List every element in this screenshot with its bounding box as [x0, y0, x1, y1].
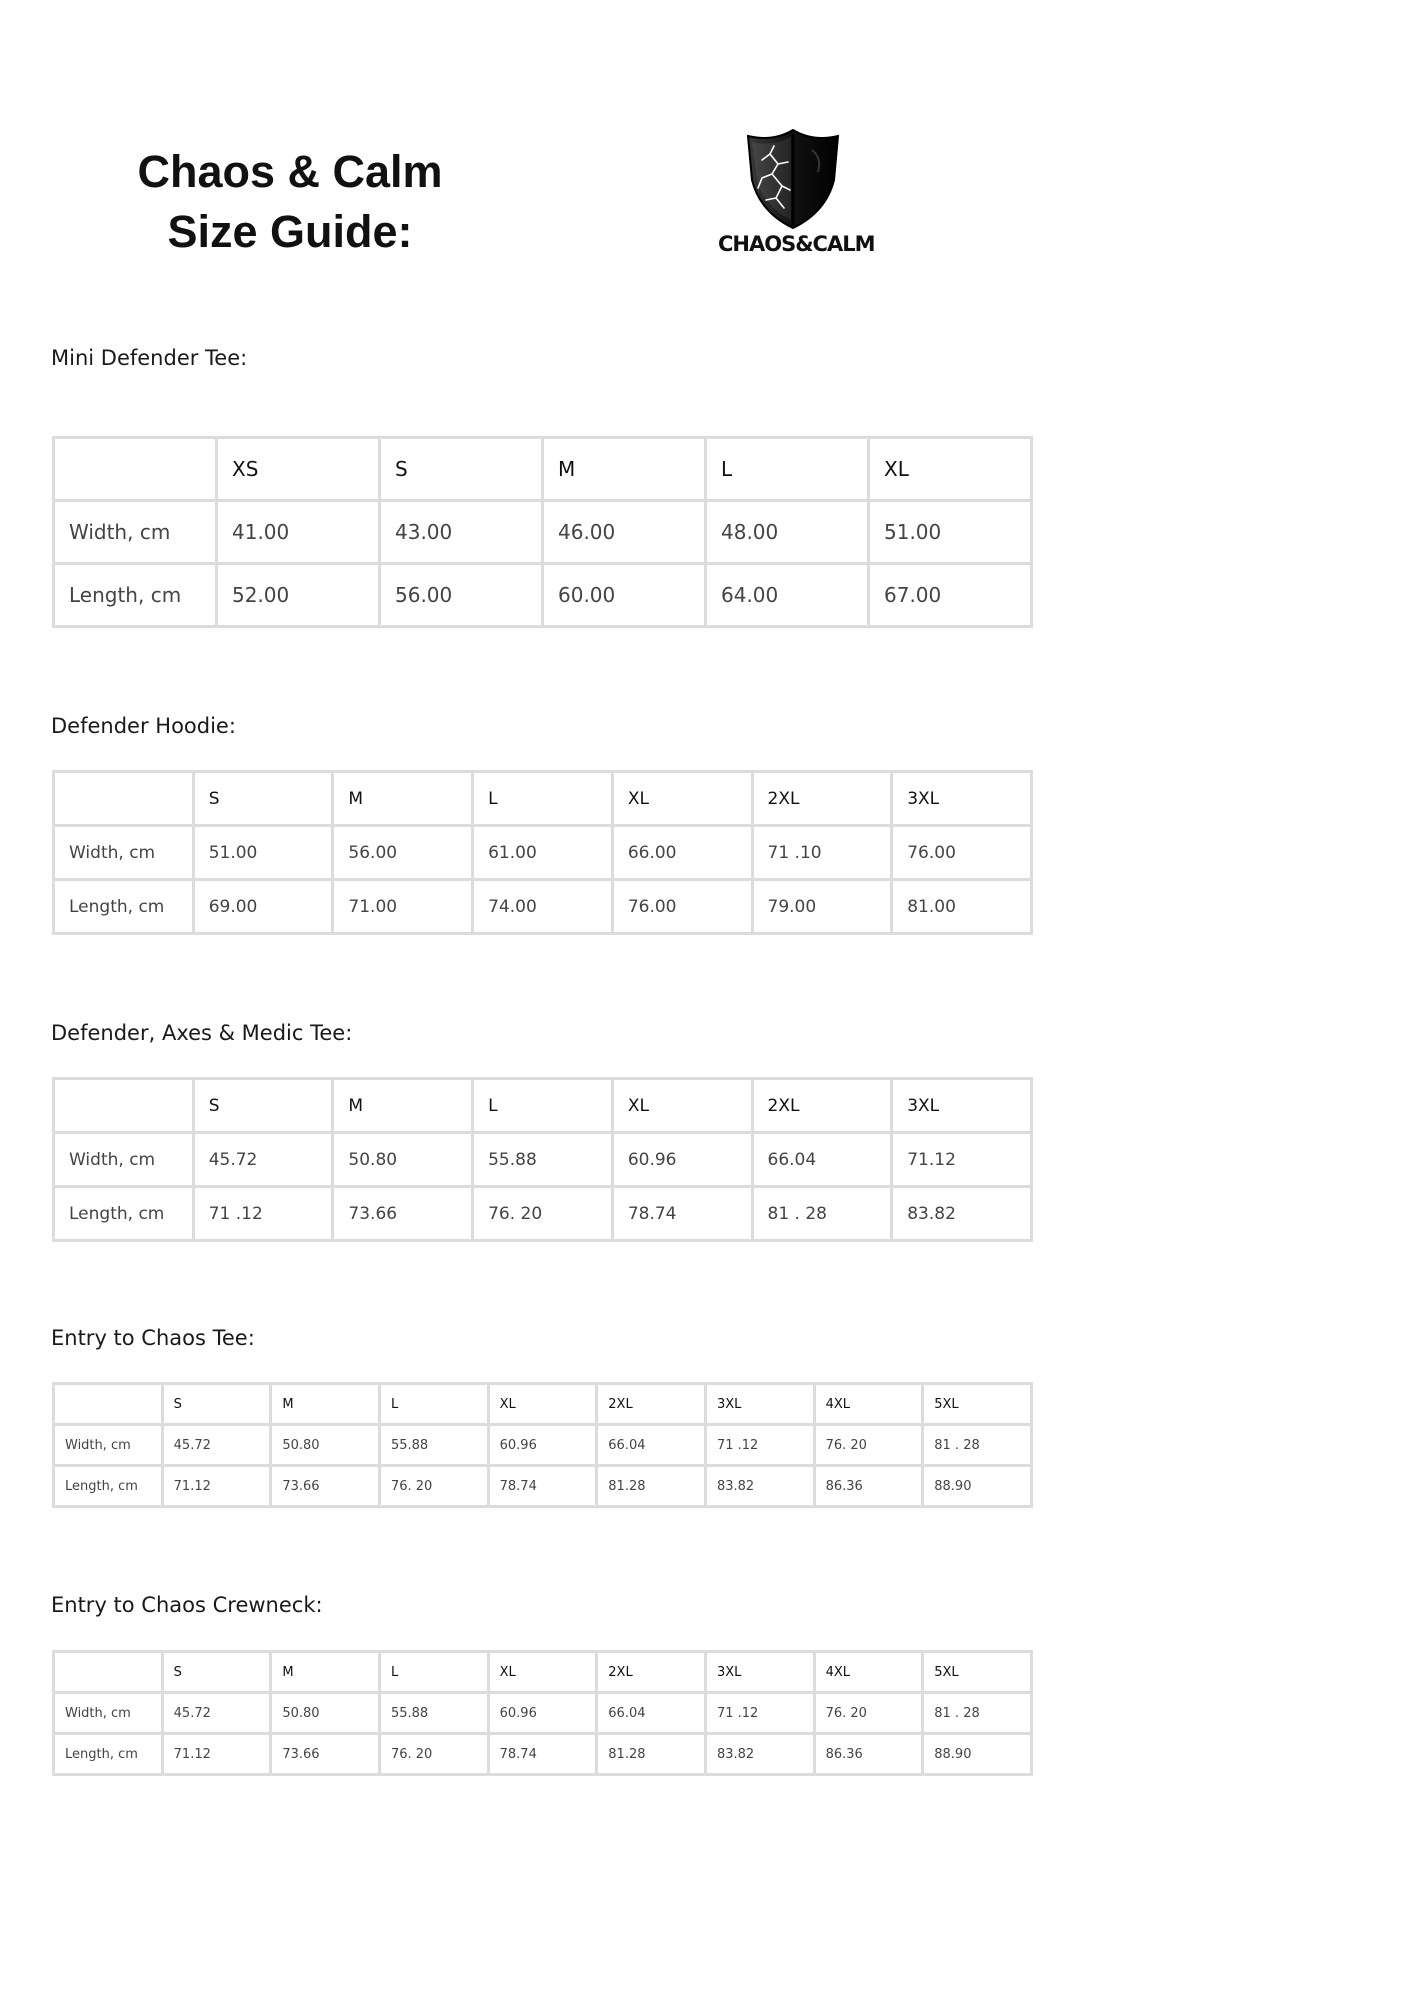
table-corner-cell: [54, 1652, 163, 1693]
table-cell: 46.00: [543, 501, 706, 564]
table-header-row: [54, 1079, 1032, 1133]
table-cell: 76.00: [612, 880, 752, 934]
table-cell: 41.00: [217, 501, 380, 564]
row-label: Length, cm: [54, 564, 217, 627]
section-heading-entry-to-chaos-tee: Entry to Chaos Tee:: [51, 1326, 255, 1350]
table-cell: 55.88: [473, 1133, 613, 1187]
table-cell: 79.00: [752, 880, 892, 934]
size-header: M: [271, 1384, 380, 1425]
size-header: 5XL: [923, 1652, 1032, 1693]
shield-icon: [718, 128, 868, 232]
table-row: [54, 1133, 1032, 1187]
size-header: XS: [217, 438, 380, 501]
row-label: Length, cm: [54, 1187, 194, 1241]
section-heading-mini-defender-tee: Mini Defender Tee:: [51, 346, 248, 370]
table-cell: 71.00: [333, 880, 473, 934]
table-cell: 71.12: [162, 1734, 271, 1775]
size-header: S: [162, 1652, 271, 1693]
table-cell: 66.00: [612, 826, 752, 880]
size-header: S: [162, 1384, 271, 1425]
section-heading-entry-to-chaos-crewneck: Entry to Chaos Crewneck:: [51, 1593, 323, 1617]
table-cell: 71 .12: [705, 1693, 814, 1734]
table-cell: 48.00: [706, 501, 869, 564]
size-header: 2XL: [597, 1652, 706, 1693]
size-header: 2XL: [752, 772, 892, 826]
table-cell: 52.00: [217, 564, 380, 627]
table-cell: 51.00: [869, 501, 1032, 564]
table-cell: 74.00: [473, 880, 613, 934]
table-cell: 69.00: [193, 880, 333, 934]
size-table-entry-to-chaos-tee: [52, 1382, 1033, 1508]
table-cell: 88.90: [923, 1466, 1032, 1507]
table-header-row: [54, 1652, 1032, 1693]
row-label: Width, cm: [54, 1425, 163, 1466]
table-cell: 73.66: [271, 1466, 380, 1507]
size-header: L: [379, 1652, 488, 1693]
row-label: Length, cm: [54, 1734, 163, 1775]
size-header: L: [473, 772, 613, 826]
size-header: 3XL: [705, 1652, 814, 1693]
table-corner-cell: [54, 438, 217, 501]
table-cell: 61.00: [473, 826, 613, 880]
size-header: 4XL: [814, 1652, 923, 1693]
size-header: XL: [488, 1652, 597, 1693]
table-cell: 60.96: [612, 1133, 752, 1187]
size-header: S: [193, 772, 333, 826]
table-cell: 50.80: [271, 1425, 380, 1466]
table-row: [54, 1466, 1032, 1507]
table-row: [54, 1187, 1032, 1241]
size-table-defender-hoodie: [52, 770, 1033, 935]
size-header: M: [271, 1652, 380, 1693]
size-table-defender-axes-medic-tee: [52, 1077, 1033, 1242]
size-header: L: [706, 438, 869, 501]
table-cell: 71 .12: [705, 1425, 814, 1466]
size-header: 2XL: [752, 1079, 892, 1133]
section-heading-defender-axes-medic-tee: Defender, Axes & Medic Tee:: [51, 1021, 353, 1045]
table-cell: 60.00: [543, 564, 706, 627]
brand-logo: [718, 128, 875, 268]
table-cell: 64.00: [706, 564, 869, 627]
size-header: 3XL: [705, 1384, 814, 1425]
size-header: S: [380, 438, 543, 501]
table-row: [54, 826, 1032, 880]
table-cell: 81.00: [892, 880, 1032, 934]
table-cell: 55.88: [379, 1425, 488, 1466]
size-header: L: [379, 1384, 488, 1425]
size-header: M: [333, 772, 473, 826]
table-cell: 51.00: [193, 826, 333, 880]
table-corner-cell: [54, 772, 194, 826]
table-cell: 76. 20: [473, 1187, 613, 1241]
page-title: Chaos & Calm Size Guide:: [137, 146, 443, 257]
table-cell: 45.72: [193, 1133, 333, 1187]
table-cell: 81 . 28: [752, 1187, 892, 1241]
table-cell: 76. 20: [379, 1734, 488, 1775]
table-cell: 71 .10: [752, 826, 892, 880]
table-cell: 81 . 28: [923, 1693, 1032, 1734]
size-header: 3XL: [892, 1079, 1032, 1133]
size-header: M: [543, 438, 706, 501]
row-label: Width, cm: [54, 1693, 163, 1734]
logo-wordmark: CHAOS&CALM: [718, 232, 875, 256]
table-cell: 50.80: [271, 1693, 380, 1734]
table-header-row: [54, 1384, 1032, 1425]
row-label: Length, cm: [54, 880, 194, 934]
table-row: [54, 1693, 1032, 1734]
table-corner-cell: [54, 1384, 163, 1425]
table-cell: 78.74: [612, 1187, 752, 1241]
table-header-row: [54, 438, 1032, 501]
table-cell: 76. 20: [379, 1466, 488, 1507]
table-cell: 86.36: [814, 1466, 923, 1507]
table-cell: 83.82: [705, 1734, 814, 1775]
size-header: XL: [869, 438, 1032, 501]
table-cell: 45.72: [162, 1693, 271, 1734]
table-cell: 60.96: [488, 1425, 597, 1466]
table-row: [54, 1734, 1032, 1775]
table-cell: 71.12: [162, 1466, 271, 1507]
table-cell: 66.04: [752, 1133, 892, 1187]
table-row: [54, 501, 1032, 564]
table-cell: 81.28: [597, 1734, 706, 1775]
table-cell: 76.00: [892, 826, 1032, 880]
table-cell: 78.74: [488, 1466, 597, 1507]
size-table-entry-to-chaos-crewneck: [52, 1650, 1033, 1776]
section-heading-defender-hoodie: Defender Hoodie:: [51, 714, 236, 738]
table-cell: 56.00: [333, 826, 473, 880]
table-cell: 66.04: [597, 1425, 706, 1466]
size-header: 4XL: [814, 1384, 923, 1425]
table-corner-cell: [54, 1079, 194, 1133]
size-header: 2XL: [597, 1384, 706, 1425]
table-cell: 73.66: [333, 1187, 473, 1241]
size-header: M: [333, 1079, 473, 1133]
table-cell: 83.82: [892, 1187, 1032, 1241]
row-label: Width, cm: [54, 1133, 194, 1187]
table-cell: 60.96: [488, 1693, 597, 1734]
table-cell: 71.12: [892, 1133, 1032, 1187]
size-table-mini-defender-tee: [52, 436, 1033, 628]
size-header: XL: [612, 772, 752, 826]
table-row: [54, 1425, 1032, 1466]
table-cell: 71 .12: [193, 1187, 333, 1241]
size-header: XL: [612, 1079, 752, 1133]
row-label: Width, cm: [54, 501, 217, 564]
table-cell: 73.66: [271, 1734, 380, 1775]
row-label: Width, cm: [54, 826, 194, 880]
row-label: Length, cm: [54, 1466, 163, 1507]
table-cell: 50.80: [333, 1133, 473, 1187]
table-cell: 81.28: [597, 1466, 706, 1507]
table-cell: 43.00: [380, 501, 543, 564]
table-cell: 56.00: [380, 564, 543, 627]
table-row: [54, 564, 1032, 627]
size-header: 3XL: [892, 772, 1032, 826]
table-cell: 76. 20: [814, 1425, 923, 1466]
table-cell: 76. 20: [814, 1693, 923, 1734]
table-cell: 66.04: [597, 1693, 706, 1734]
table-cell: 81 . 28: [923, 1425, 1032, 1466]
table-cell: 78.74: [488, 1734, 597, 1775]
table-cell: 83.82: [705, 1466, 814, 1507]
table-cell: 88.90: [923, 1734, 1032, 1775]
size-header: L: [473, 1079, 613, 1133]
table-cell: 86.36: [814, 1734, 923, 1775]
size-header: XL: [488, 1384, 597, 1425]
table-cell: 67.00: [869, 564, 1032, 627]
table-cell: 55.88: [379, 1693, 488, 1734]
size-header: S: [193, 1079, 333, 1133]
size-header: 5XL: [923, 1384, 1032, 1425]
table-cell: 45.72: [162, 1425, 271, 1466]
table-row: [54, 880, 1032, 934]
table-header-row: [54, 772, 1032, 826]
